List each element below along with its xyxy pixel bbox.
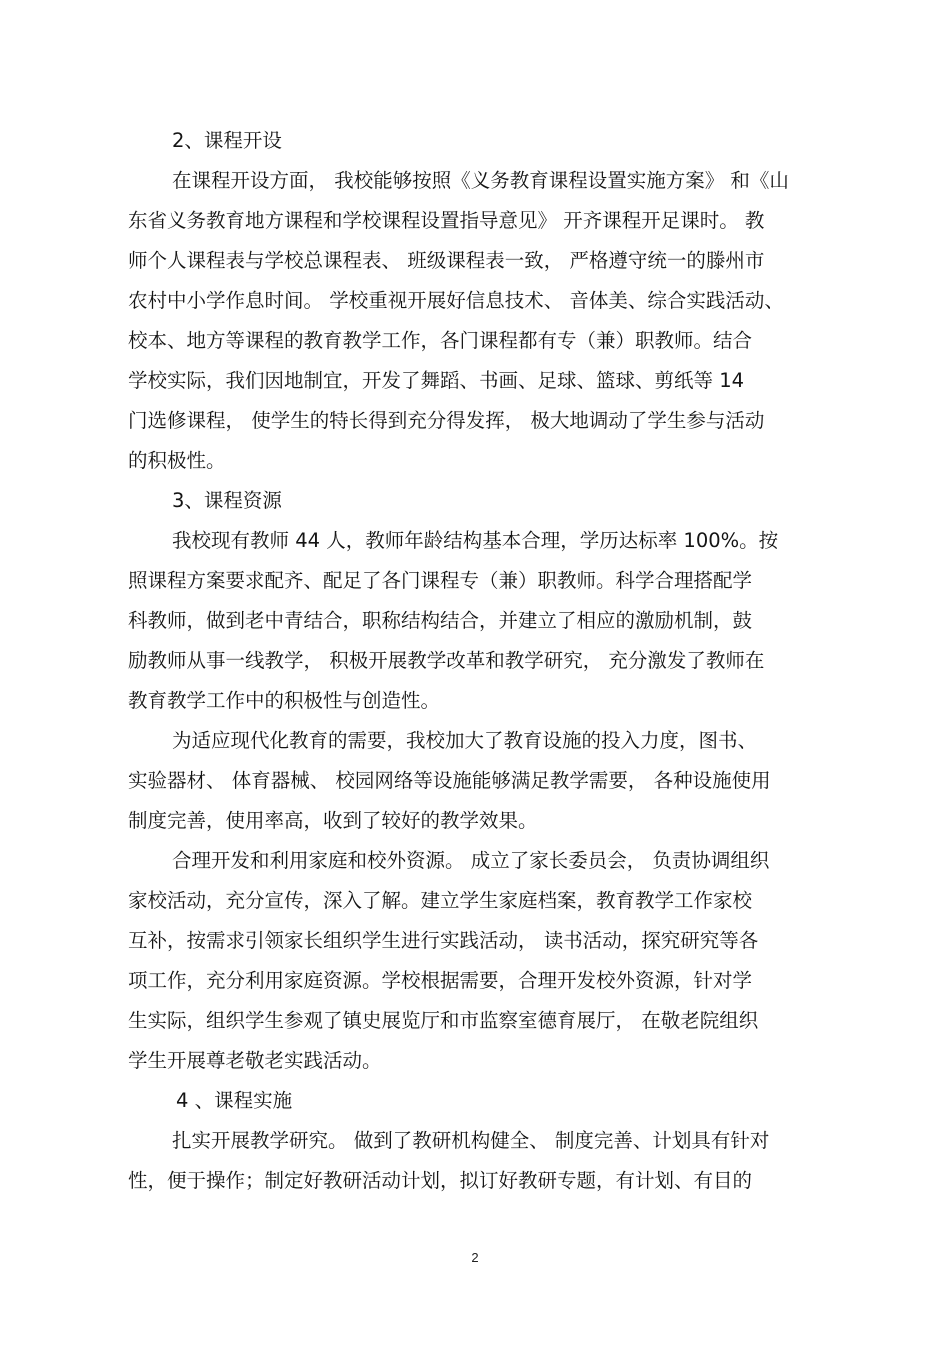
section-heading-course-resources: 3、课程资源 xyxy=(172,489,282,512)
paragraph-line: 在课程开设方面， 我校能够按照《义务教育课程设置实施方案》 和《山 xyxy=(172,169,789,192)
paragraph-line: 师个人课程表与学校总课程表、 班级课程表一致， 严格遵守统一的滕州市 xyxy=(128,249,765,272)
paragraph-line: 生实际，组织学生参观了镇史展览厅和市监察室德育展厅， 在敬老院组织 xyxy=(128,1009,759,1032)
paragraph-line: 实验器材、 体育器械、 校园网络等设施能够满足教学需要， 各种设施使用 xyxy=(128,769,771,792)
paragraph-line: 农村中小学作息时间。 学校重视开展好信息技术、 音体美、综合实践活动、 xyxy=(128,289,784,312)
paragraph-line: 励教师从事一线教学， 积极开展教学改革和教学研究， 充分激发了教师在 xyxy=(128,649,765,672)
paragraph-line: 校本、地方等课程的教育教学工作，各门课程都有专（兼）职教师。结合 xyxy=(128,329,753,352)
paragraph-line: 项工作，充分利用家庭资源。学校根据需要，合理开发校外资源，针对学 xyxy=(128,969,753,992)
page-number: 2 xyxy=(471,1250,479,1265)
paragraph-line: 的积极性。 xyxy=(128,449,226,472)
paragraph-line: 东省义务教育地方课程和学校课程设置指导意见》 开齐课程开足课时。 教 xyxy=(128,209,765,232)
paragraph-line: 学校实际，我们因地制宜，开发了舞蹈、书画、足球、篮球、剪纸等 14 xyxy=(128,369,745,392)
paragraph-line: 扎实开展教学研究。 做到了教研机构健全、 制度完善、计划具有针对 xyxy=(172,1129,770,1152)
section-heading-course-offering: 2、课程开设 xyxy=(172,129,282,152)
paragraph-line: 我校现有教师 44 人，教师年龄结构基本合理，学历达标率 100%。按 xyxy=(172,529,779,552)
paragraph-line: 性，便于操作；制定好教研活动计划，拟订好教研专题，有计划、有目的 xyxy=(128,1169,753,1192)
section-heading-course-implementation: 4 、课程实施 xyxy=(176,1089,293,1112)
paragraph-line: 学生开展尊老敬老实践活动。 xyxy=(128,1049,382,1072)
paragraph-line: 教育教学工作中的积极性与创造性。 xyxy=(128,689,441,712)
paragraph-line: 互补，按需求引领家长组织学生进行实践活动， 读书活动，探究研究等各 xyxy=(128,929,759,952)
paragraph-line: 制度完善，使用率高，收到了较好的教学效果。 xyxy=(128,809,538,832)
paragraph-line: 合理开发和利用家庭和校外资源。 成立了家长委员会， 负责协调组织 xyxy=(172,849,770,872)
paragraph-line: 照课程方案要求配齐、配足了各门课程专（兼）职教师。科学合理搭配学 xyxy=(128,569,753,592)
paragraph-line: 科教师，做到老中青结合，职称结构结合，并建立了相应的激励机制，鼓 xyxy=(128,609,753,632)
paragraph-line: 家校活动，充分宣传，深入了解。建立学生家庭档案，教育教学工作家校 xyxy=(128,889,753,912)
paragraph-line: 门选修课程， 使学生的特长得到充分得发挥， 极大地调动了学生参与活动 xyxy=(128,409,765,432)
paragraph-line: 为适应现代化教育的需要，我校加大了教育设施的投入力度，图书、 xyxy=(172,729,758,752)
